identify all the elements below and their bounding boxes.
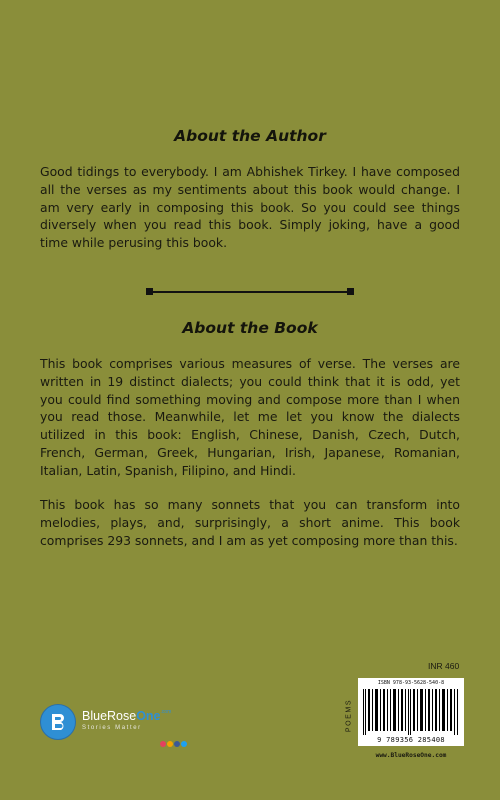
bluerose-logo-icon: [40, 704, 76, 740]
social-icons: [160, 734, 188, 752]
publisher-website: www.BlueRoseOne.com: [375, 752, 447, 759]
about-author-heading: About the Author: [174, 127, 326, 145]
instagram-icon: [160, 741, 166, 747]
publisher-tagline: Stories Matter: [82, 725, 142, 731]
barcode-bars: [362, 689, 460, 735]
barcode: [358, 678, 464, 746]
isbn-label: ISBN 978-93-5628-540-8: [377, 680, 445, 686]
about-book-heading: About the Book: [182, 319, 318, 337]
b-monogram-icon: [48, 712, 68, 732]
publisher-name: BlueRoseOne$^{.com}$: [82, 709, 172, 723]
divider-dot-right: [347, 288, 354, 295]
about-book-paragraph-1: This book comprises various measures of verse. The verses are written in 19 distinct dialects; you could think that it is odd, yet you could find something moving and compose more than I when you read those. Meanwhile, let me let you know the dialects utilized in this book: English, Chinese, Danish, Czech, Dutch, French, German, Greek, Hungarian, Irish, Japanese, Romanian, Italian, Latin, Spanish, Filipino, and Hindi.: [40, 356, 460, 478]
price-label: INR 460: [428, 661, 460, 671]
section-divider: [146, 287, 354, 297]
youtube-icon: [167, 741, 173, 747]
twitter-icon: [181, 741, 187, 747]
genre-label: POEMS: [345, 698, 353, 733]
isbn-digits: 9 789356 285408: [377, 736, 445, 744]
about-book-paragraph-2: This book has so many sonnets that you can transform into melodies, plays, and, surprisingly, a short anime. This book comprises 293 sonnets, and I am as yet composing more than this.: [40, 497, 460, 548]
divider-line: [150, 291, 350, 293]
about-author-text: Good tidings to everybody. I am Abhishek Tirkey. I have composed all the verses as my sentiments about this book would change. I am very early in composing this book. So you could see things diversely when you read this book. Simply joking, have a good time while perusing this book.: [40, 164, 460, 251]
facebook-icon: [174, 741, 180, 747]
publisher-logo: [40, 704, 190, 740]
